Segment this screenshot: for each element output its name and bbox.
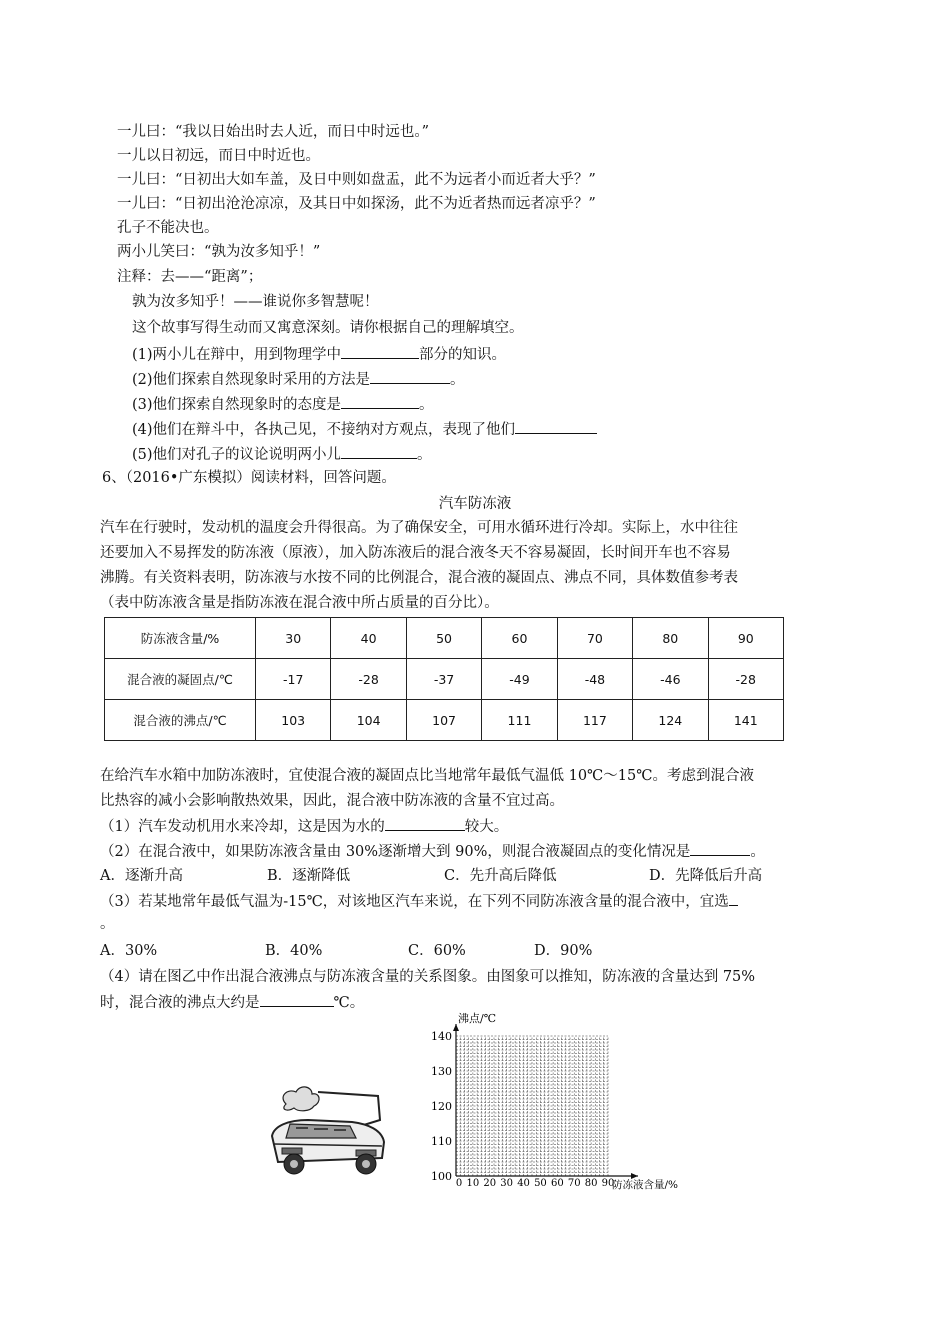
- table-cell: -17: [256, 659, 331, 700]
- table-cell: 124: [633, 700, 708, 741]
- q6-sub-4-cont: 时，混合液的沸点大约是 ℃。: [100, 992, 364, 1013]
- q6-sub-2-option-a[interactable]: A．逐渐升高: [100, 868, 183, 884]
- answer-blank[interactable]: [690, 841, 750, 856]
- row-label: 防冻液含量/%: [105, 618, 256, 659]
- answer-blank[interactable]: [385, 816, 465, 831]
- q6-para-4: （表中防冻液含量是指防冻液在混合液中所占质量的百分比）。: [100, 595, 499, 611]
- story-line-2: 一儿以日初远，而日中时近也。: [117, 148, 320, 164]
- x-tick-label: 30: [500, 1178, 514, 1189]
- table-cell: 141: [708, 700, 783, 741]
- story-note: 注释：去——“距离”；: [117, 269, 263, 285]
- table-cell: 111: [482, 700, 557, 741]
- table-cell: 80: [633, 618, 708, 659]
- x-tick-label: 60: [550, 1178, 564, 1189]
- q6-sub-3-option-a[interactable]: A．30%: [100, 943, 158, 959]
- table-cell: -48: [557, 659, 632, 700]
- table-cell: 107: [406, 700, 481, 741]
- table-cell: 40: [331, 618, 406, 659]
- y-tick-label: 110: [431, 1135, 452, 1148]
- table-cell: 103: [256, 700, 331, 741]
- q5-item-5: (5)他们对孔子的议论说明两小儿 。: [132, 444, 432, 465]
- antifreeze-table: [104, 617, 784, 741]
- q5-item-1: (1)两小儿在辩中，用到物理学中 部分的知识。: [132, 344, 506, 365]
- table-cell: 70: [557, 618, 632, 659]
- q6-para-3: 沸腾。有关资料表明，防冻液与水按不同的比例混合，混合液的凝固点、沸点不同，具体数值参考表: [100, 570, 738, 586]
- answer-blank[interactable]: [515, 419, 597, 434]
- table-cell: 60: [482, 618, 557, 659]
- x-tick-label: 0: [455, 1178, 463, 1189]
- q6-title: 汽车防冻液: [438, 496, 512, 512]
- y-tick-label: 100: [431, 1170, 452, 1183]
- story-line-3: 一儿曰：“日初出大如车盖，及日中则如盘盂，此不为远者小而近者大乎？”: [117, 172, 596, 188]
- story-line-6: 两小儿笑曰：“孰为汝多知乎！”: [117, 244, 321, 260]
- answer-blank[interactable]: [341, 394, 419, 409]
- answer-blank[interactable]: [729, 891, 738, 906]
- q6-sub-4: （4）请在图乙中作出混合液沸点与防冻液含量的关系图象。由图象可以推知，防冻液的含量达到 75%: [100, 969, 756, 985]
- q6-sub-2-option-b[interactable]: B．逐渐降低: [267, 868, 351, 884]
- answer-blank[interactable]: [370, 369, 450, 384]
- row-label: 混合液的沸点/℃: [105, 700, 256, 741]
- table-cell: 30: [256, 618, 331, 659]
- x-tick-label: 40: [517, 1178, 530, 1189]
- x-axis-label: 防冻液含量/%: [612, 1179, 679, 1191]
- x-tick-label: 10: [466, 1178, 480, 1189]
- x-tick-label: 90: [601, 1178, 615, 1189]
- car-engine-illustration: [268, 1082, 390, 1178]
- table-cell: 50: [406, 618, 481, 659]
- table-row: [105, 659, 784, 700]
- table-row: [105, 618, 784, 659]
- q6-para-6: 比热容的减小会影响散热效果，因此，混合液中防冻液的含量不宜过高。: [100, 793, 564, 809]
- q5-item-2: (2)他们探索自然现象时采用的方法是 。: [132, 369, 465, 390]
- q6-sub-2: （2）在混合液中，如果防冻液含量由 30%逐渐增大到 90%，则混合液凝固点的变化情况是 。: [100, 841, 765, 862]
- table-cell: -37: [406, 659, 481, 700]
- answer-blank[interactable]: [341, 444, 417, 459]
- x-tick-label: 80: [584, 1178, 598, 1189]
- story-line-1: 一儿曰：“我以日始出时去人近，而日中时远也。”: [117, 124, 430, 140]
- y-tick-label: 130: [431, 1065, 452, 1078]
- table-cell: 104: [331, 700, 406, 741]
- q6-sub-3: （3）若某地常年最低气温为-15℃，对该地区汽车来说，在下列不同防冻液含量的混合液中，宜选: [100, 891, 738, 912]
- q6-sub-3-option-d[interactable]: D．90%: [534, 943, 593, 959]
- table-row: [105, 700, 784, 741]
- row-label: 混合液的凝固点/℃: [105, 659, 256, 700]
- table-cell: -28: [331, 659, 406, 700]
- q6-para-2: 还要加入不易挥发的防冻液（原液），加入防冻液后的混合液冬天不容易凝固，长时间开车也不容易: [100, 545, 731, 561]
- q5-item-3: (3)他们探索自然现象时的态度是 。: [132, 394, 434, 415]
- y-tick-label: 140: [431, 1030, 452, 1043]
- table-cell: 90: [708, 618, 783, 659]
- q6-sub-3-option-b[interactable]: B．40%: [265, 943, 323, 959]
- story-instruction: 这个故事写得生动而又寓意深刻。请你根据自己的理解填空。: [132, 320, 524, 336]
- y-tick-label: 120: [431, 1100, 452, 1113]
- answer-blank[interactable]: [260, 992, 334, 1007]
- story-note-2: 孰为汝多知乎！——谁说你多智慧呢！: [132, 294, 379, 310]
- q6-para-1: 汽车在行驶时，发动机的温度会升得很高。为了确保安全，可用水循环进行冷却。实际上，水中往往: [100, 520, 738, 536]
- y-axis-arrow: [453, 1024, 459, 1031]
- x-tick-label: 70: [567, 1178, 581, 1189]
- q6-header: 6、（2016•广东模拟）阅读材料，回答问题。: [102, 470, 396, 486]
- q6-para-5: 在给汽车水箱中加防冻液时，宜使混合液的凝固点比当地常年最低气温低 10℃～15℃。考虑到混合液: [100, 768, 754, 784]
- q6-sub-1: （1）汽车发动机用水来冷却，这是因为水的 较大。: [100, 816, 508, 837]
- x-tick-label: 50: [534, 1178, 547, 1189]
- boiling-point-chart: [420, 1008, 690, 1198]
- y-axis-label: 沸点/℃: [458, 1012, 497, 1025]
- table-cell: -46: [633, 659, 708, 700]
- q5-item-4: (4)他们在辩斗中，各执己见，不接纳对方观点，表现了他们: [132, 419, 597, 440]
- story-line-4: 一儿曰：“日初出沧沧凉凉，及其日中如探汤，此不为近者热而远者凉乎？”: [117, 196, 596, 212]
- q6-sub-2-option-d[interactable]: D．先降低后升高: [649, 868, 763, 884]
- x-tick-label: 20: [483, 1178, 497, 1189]
- q6-sub-3-end: 。: [100, 916, 115, 932]
- q6-sub-3-option-c[interactable]: C．60%: [408, 943, 466, 959]
- story-line-5: 孔子不能决也。: [117, 220, 219, 236]
- table-cell: -49: [482, 659, 557, 700]
- q6-sub-2-option-c[interactable]: C．先升高后降低: [444, 868, 557, 884]
- table-cell: -28: [708, 659, 783, 700]
- table-cell: 117: [557, 700, 632, 741]
- answer-blank[interactable]: [341, 344, 419, 359]
